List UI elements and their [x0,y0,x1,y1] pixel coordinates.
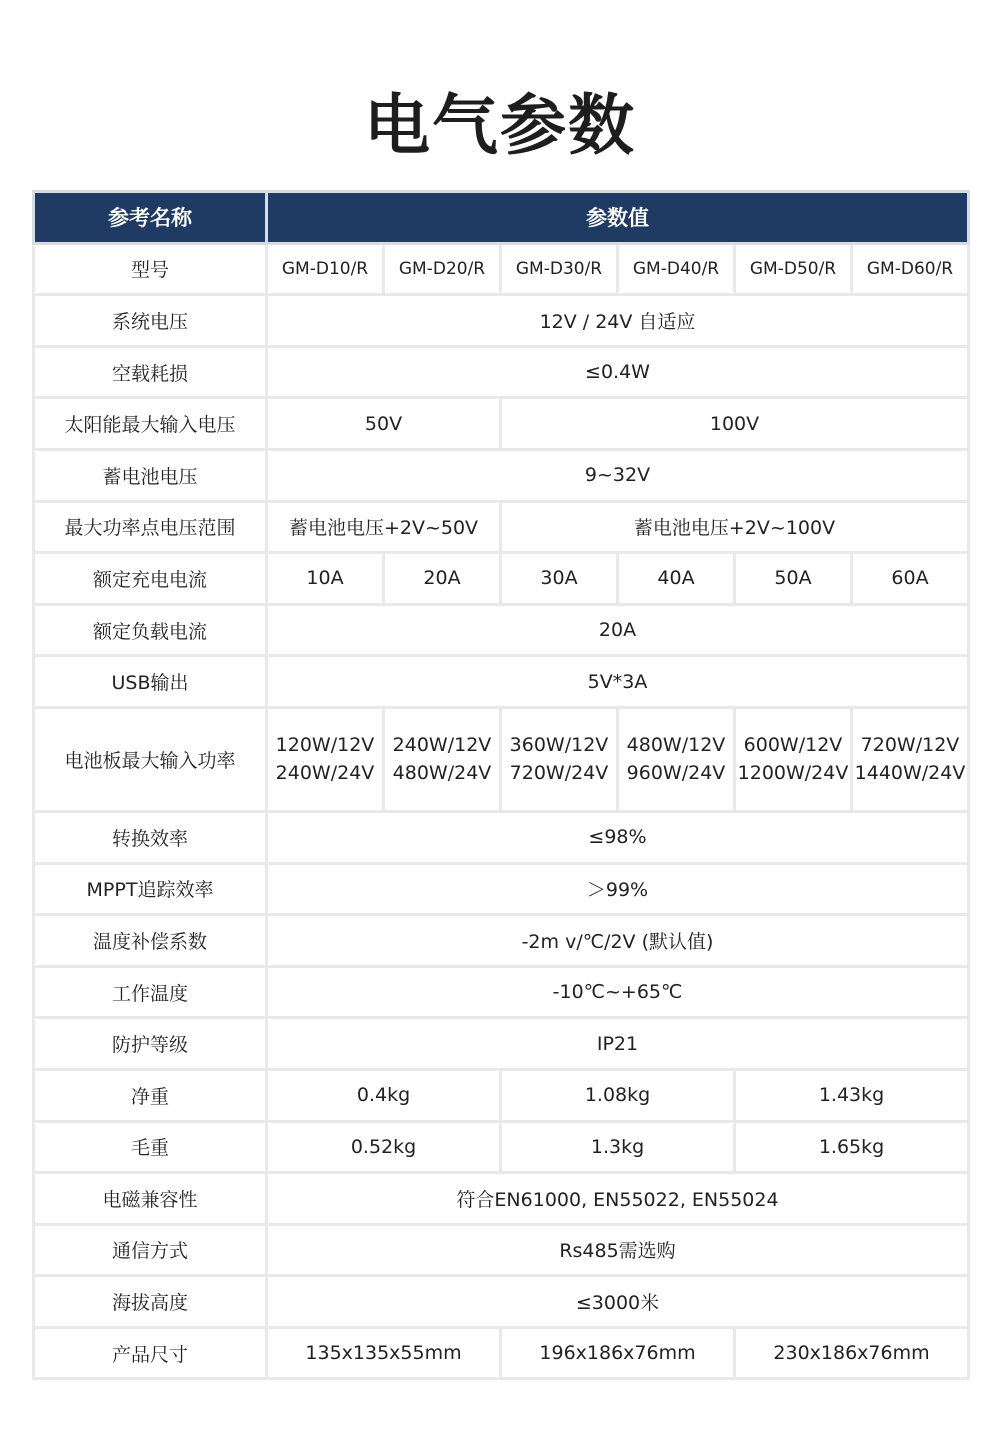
value-cell: 196x186x76mm [501,1327,735,1379]
row-label: 防护等级 [34,1018,267,1070]
value-cell: -2m v/℃/2V (默认值) [267,915,969,967]
value-line: 960W/24V [626,762,726,785]
value-cell: 符合EN61000, EN55022, EN55024 [267,1173,969,1225]
row-label: 蓄电池电压 [34,449,267,501]
value-cell: 0.52kg [267,1121,501,1173]
value-line: 600W/12V [743,734,843,757]
value-line: 720W/12V [860,734,960,757]
value-cell: 60A [852,553,969,605]
value-cell [267,707,384,811]
table-row [34,243,969,295]
value-cell: ＞99% [267,863,969,915]
table-row [34,1276,969,1328]
table-row [34,915,969,967]
value-cell: 20A [267,604,969,656]
table-row [34,966,969,1018]
table-row [34,553,969,605]
value-cell: 9~32V [267,449,969,501]
value-cell: 30A [501,553,618,605]
value-cell: ≤0.4W [267,346,969,398]
value-cell: ≤98% [267,811,969,863]
row-label: 工作温度 [34,966,267,1018]
value-cell: ≤3000米 [267,1276,969,1328]
value-cell: 50V [267,398,501,450]
value-cell: 5V*3A [267,656,969,708]
table-row [34,1121,969,1173]
value-cell: IP21 [267,1018,969,1070]
table-row [34,1173,969,1225]
table-row [34,1069,969,1121]
row-label: 电磁兼容性 [34,1173,267,1225]
row-label: 毛重 [34,1121,267,1173]
table-row [34,707,969,811]
row-label: 空载耗损 [34,346,267,398]
row-label: 产品尺寸 [34,1327,267,1379]
table-row [34,295,969,347]
row-label: 额定充电电流 [34,553,267,605]
page-title: 电气参数 [364,87,636,164]
value-cell [852,707,969,811]
value-line: 480W/12V [626,734,726,757]
value-cell: 50A [735,553,852,605]
value-cell: 230x186x76mm [735,1327,969,1379]
value-cell: Rs485需选购 [267,1224,969,1276]
value-cell: 10A [267,553,384,605]
table-row [34,811,969,863]
row-label: 电池板最大输入功率 [34,707,267,811]
value-cell: 0.4kg [267,1069,501,1121]
value-line: 240W/12V [392,734,492,757]
table-row [34,863,969,915]
row-label: 净重 [34,1069,267,1121]
table-row [34,1018,969,1070]
table-row [34,656,969,708]
row-label: 温度补偿系数 [34,915,267,967]
header-name-column: 参考名称 [34,192,267,244]
value-line: 360W/12V [509,734,609,757]
table-row [34,604,969,656]
row-label: USB输出 [34,656,267,708]
row-label: 太阳能最大输入电压 [34,398,267,450]
value-cell: 蓄电池电压+2V~50V [267,501,501,553]
row-label: 额定负载电流 [34,604,267,656]
table-row [34,1224,969,1276]
value-cell: 12V / 24V 自适应 [267,295,969,347]
table-header-row [34,192,969,244]
value-cell: 135x135x55mm [267,1327,501,1379]
value-line: 720W/24V [509,762,609,785]
value-cell: 40A [618,553,735,605]
value-cell: 20A [384,553,501,605]
model-cell: GM-D50/R [735,243,852,295]
value-cell: 1.08kg [501,1069,735,1121]
spec-table [32,190,970,1380]
table-row [34,501,969,553]
row-label: 最大功率点电压范围 [34,501,267,553]
value-line: 120W/12V [275,734,375,757]
value-cell: 1.43kg [735,1069,969,1121]
table-row [34,346,969,398]
row-label: 系统电压 [34,295,267,347]
value-cell [618,707,735,811]
value-line: 240W/24V [275,762,375,785]
row-label: 型号 [34,243,267,295]
header-value-column: 参数值 [267,192,969,244]
row-label: 转换效率 [34,811,267,863]
row-label: 通信方式 [34,1224,267,1276]
model-cell: GM-D10/R [267,243,384,295]
row-label: MPPT追踪效率 [34,863,267,915]
model-cell: GM-D20/R [384,243,501,295]
value-line: 1440W/24V [854,762,966,785]
value-line: 1200W/24V [737,762,849,785]
value-cell: 1.3kg [501,1121,735,1173]
value-cell [735,707,852,811]
model-cell: GM-D60/R [852,243,969,295]
value-cell: 1.65kg [735,1121,969,1173]
value-cell [384,707,501,811]
value-cell [501,707,618,811]
table-row [34,398,969,450]
value-cell: -10℃~+65℃ [267,966,969,1018]
row-label: 海拔高度 [34,1276,267,1328]
model-cell: GM-D30/R [501,243,618,295]
model-cell: GM-D40/R [618,243,735,295]
value-cell: 100V [501,398,969,450]
table-row [34,1327,969,1379]
value-line: 480W/24V [392,762,492,785]
table-row [34,449,969,501]
value-cell: 蓄电池电压+2V~100V [501,501,969,553]
